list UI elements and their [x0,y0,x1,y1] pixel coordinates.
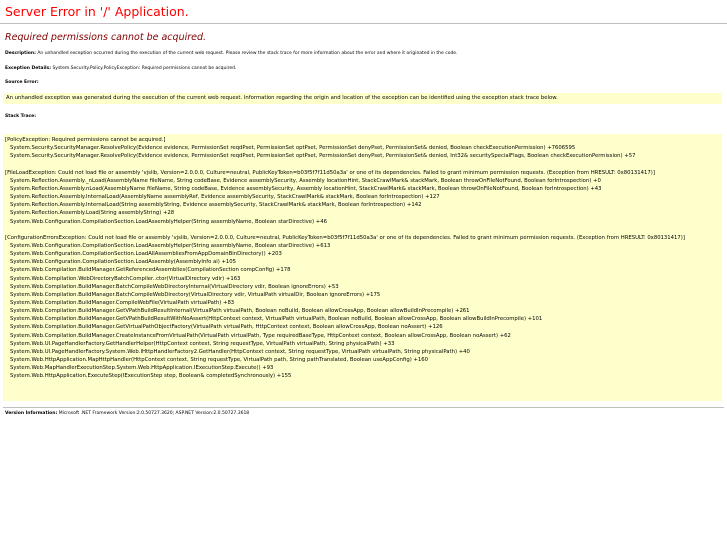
stack-trace-line: System.Security.SecurityManager.ResolvePolicy(Evidence evidence, PermissionSet reqdPset, PermissionSet optPset, PermissionSet denyPset, PermissionSet& denied, Boolean checkExecutionPermission) +7606595 [5,145,576,152]
stack-trace-line: System.Web.Compilation.BuildManager.BatchCompileWebDirectoryInternal(VirtualDirectory vdir, Boolean ignoreErrors) +53 [5,283,339,290]
footer-divider [3,407,724,408]
page-title: Server Error in '/' Application. [5,4,189,19]
stack-trace-line: System.Reflection.Assembly._nLoad(AssemblyName fileName, String codeBase, Evidence assemblySecurity, Assembly locationHint, StackCrawlMark& stackMark, Boolean throwOnFileNotFound, Boolean forIntrospection) +0 [5,177,601,184]
version-info-row [5,411,249,416]
stack-trace-line: System.Web.HttpApplication.MapHttpHandler(HttpContext context, String requestType, VirtualPath path, String pathTranslated, Boolean useAppConfig) +160 [5,357,429,364]
stack-trace-box [3,134,722,401]
stack-trace-line: System.Web.Compilation.BuildManager.GetVPathBuildResultInternal(VirtualPath virtualPath, Boolean noBuild, Boolean allowCrossApp, Boolean allowBuildInPrecompile) +261 [5,308,470,315]
stack-trace-line: System.Web.Configuration.CompilationSection.LoadAssemblyHelper(String assemblyName, Boolean starDirective) +46 [5,218,327,225]
exception-label: Exception Details: [5,66,52,71]
description-row [5,51,458,56]
stack-trace-row [5,114,36,119]
stack-trace-line: System.Web.Compilation.BuildManager.GetVPathBuildResultWithNoAssert(HttpContext context, VirtualPath virtualPath, Boolean noBuild, Boolean allowCrossApp, Boolean allowBuildInPrecompile) +101 [5,316,543,323]
stack-trace-line: System.Web.Compilation.WebDirectoryBatchCompiler..ctor(VirtualDirectory vdir) +163 [5,275,241,282]
exception-text: System.Security.Policy.PolicyException: Required permissions cannot be acquired. [51,66,237,71]
stack-trace-line: System.Web.Configuration.CompilationSection.LoadAssemblyHelper(String assemblyName, Boolean starDirective) +613 [5,242,331,249]
source-error-row [5,80,39,85]
stack-trace-line: System.Web.MapHandlerExecutionStep.System.Web.HttpApplication.IExecutionStep.Execute() +93 [5,365,274,372]
source-error-label: Source Error: [5,80,39,85]
stack-trace-line: System.Web.HttpApplication.ExecuteStep(IExecutionStep step, Boolean& completedSynchronously) +155 [5,373,292,380]
stack-trace-line: System.Web.Compilation.BuildManager.CreateInstanceFromVirtualPath(VirtualPath virtualPath, Type requiredBaseType, HttpContext context, Boolean allowCrossApp, Boolean noAssert) +62 [5,332,511,339]
error-heading: Required permissions cannot be acquired. [5,32,207,43]
stack-trace-line: System.Web.Compilation.BuildManager.BatchCompileWebDirectory(VirtualDirectory vdir, VirtualPath virtualDir, Boolean ignoreErrors) +175 [5,291,381,298]
version-text: Microsoft .NET Framework Version:2.0.50727.3620; ASP.NET Version:2.0.50727.3618 [57,411,250,416]
stack-trace-line: System.Web.Configuration.CompilationSection.LoadAssembly(AssemblyInfo ai) +105 [5,259,237,266]
source-error-message: An unhandled exception was generated during the execution of the current web request. Information regarding the origin and location of the exception can be identified using the exception stack trace below. [6,95,558,101]
source-error-box [3,93,722,104]
stack-trace-line: System.Reflection.Assembly.InternalLoad(AssemblyName assemblyRef, Evidence assemblySecurity, StackCrawlMark& stackMark, Boolean forIntrospection) +127 [5,194,440,201]
stack-trace-line: System.Security.SecurityManager.ResolvePolicy(Evidence evidence, PermissionSet reqdPset, PermissionSet optPset, PermissionSet denyPset, PermissionSet& denied, Int32& securitySpecialFlags, Boolean checkExecutionPermission) +57 [5,153,636,160]
stack-trace-line: System.Web.Compilation.BuildManager.GetReferencedAssemblies(CompilationSection compConfig) +178 [5,267,291,274]
description-text: An unhandled exception occurred during the execution of the current web request. Please review the stack trace for more information about the error and where it originated in the code. [35,51,458,56]
stack-trace-line: System.Web.Compilation.BuildManager.GetVirtualPathObjectFactory(VirtualPath virtualPath, HttpContext context, Boolean allowCrossApp, Boolean noAssert) +126 [5,324,443,331]
stack-trace-line: System.Reflection.Assembly.nLoad(AssemblyName fileName, String codeBase, Evidence assemblySecurity, Assembly locationHint, StackCrawlMark& stackMark, Boolean throwOnFileNotFound, Boolean forIntrospection) +43 [5,185,602,192]
description-label: Description: [5,51,36,56]
stack-trace-line: System.Reflection.Assembly.InternalLoad(String assemblyString, Evidence assemblySecurity, StackCrawlMark& stackMark, Boolean forIntrospection) +142 [5,202,422,209]
stack-trace-line: [PolicyException: Required permissions cannot be acquired.] [5,137,166,143]
stack-trace-line: [ConfigurationErrorsException: Could not load file or assembly 'vjslib, Version=2.0.0.0, Culture=neutral, PublicKeyToken=b03f5f7f11d50a3a' or one of its dependencies. Failed to grant minimum permission requests. (Exception from HRESULT: 0x80131417)] [5,234,685,241]
stack-trace-line: System.Web.Compilation.BuildManager.CompileWebFile(VirtualPath virtualPath) +83 [5,300,235,306]
stack-trace-line: System.Web.Configuration.CompilationSection.LoadAllAssembliesFromAppDomainBinDirectory() +203 [5,251,282,258]
stack-trace-line: System.Web.UI.PageHandlerFactory.System.Web.IHttpHandlerFactory2.GetHandler(HttpContext context, String requestType, VirtualPath virtualPath, String physicalPath) +40 [5,348,470,355]
title-divider [0,23,727,24]
stack-trace-line: System.Web.UI.PageHandlerFactory.GetHandlerHelper(HttpContext context, String requestType, VirtualPath virtualPath, String physicalPath) +33 [5,340,395,347]
version-label: Version Information: [5,411,58,416]
stack-trace-label: Stack Trace: [5,114,37,119]
stack-trace-line: [FileLoadException: Could not load file or assembly 'vjslib, Version=2.0.0.0, Culture=neutral, PublicKeyToken=b03f5f7f11d50a3a' or one of its dependencies. Failed to grant minimum permission requests. (Exception from HRESULT: 0x80131417)] [5,169,655,176]
exception-details-row [5,66,236,71]
stack-trace-line: System.Reflection.Assembly.Load(String assemblyString) +28 [5,210,175,217]
